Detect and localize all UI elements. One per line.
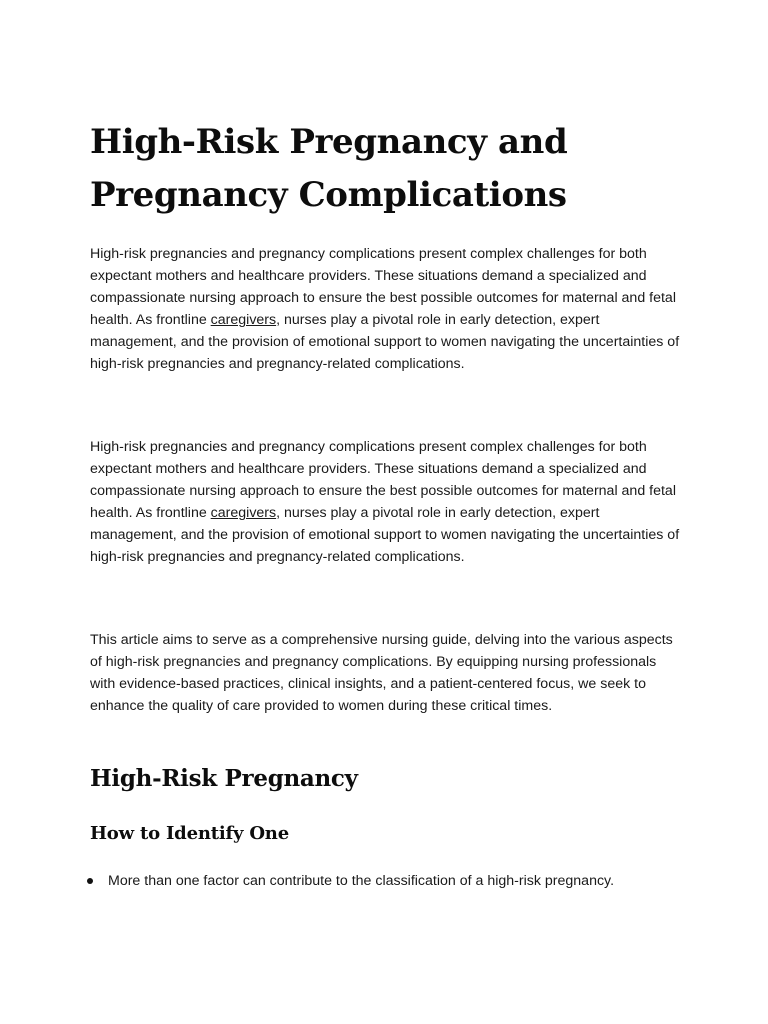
list-item [90, 870, 680, 892]
bullet-icon [87, 878, 93, 884]
bullet-list [90, 870, 680, 892]
section-heading: High-Risk Pregnancy [90, 765, 358, 792]
paragraph-text: , nurses play a pivotal role in early detection, expert management, and the provision of emotional support to women navigating the uncertainties of high-risk pregnancies and pregnancy-related complications. [90, 505, 680, 566]
document-title: High-Risk Pregnancy and Pregnancy Complications [90, 122, 568, 215]
subsection-heading: How to Identify One [90, 823, 289, 844]
intro-paragraph-1 [90, 243, 680, 376]
paragraph-text: High-risk pregnancies and pregnancy complications present complex challenges for both expectant mothers and healthcare providers. These situations demand a specialized and compassionate nursing approach to ensure the best possible outcomes for maternal and fetal health. As frontline [90, 439, 676, 522]
caregivers-link[interactable]: caregivers [210, 312, 277, 329]
paragraph-text: High-risk pregnancies and pregnancy complications present complex challenges for both expectant mothers and healthcare providers. These situations demand a specialized and compassionate nursing approach to ensure the best possible outcomes for maternal and fetal health. As frontline [90, 246, 676, 329]
list-item-text: More than one factor can contribute to the classification of a high-risk pregnancy. [108, 873, 615, 889]
caregivers-link[interactable]: caregivers [210, 505, 277, 522]
paragraph-text: , nurses play a pivotal role in early detection, expert management, and the provision of emotional support to women navigating the uncertainties of high-risk pregnancies and pregnancy-related complications. [90, 312, 680, 373]
intro-paragraph-2 [90, 436, 680, 569]
article-aim-paragraph: This article aims to serve as a comprehensive nursing guide, delving into the various aspects of high-risk pregnancies and pregnancy complications. By equipping nursing professionals with evidence-based practices, clinical insights, and a patient-centered focus, we seek to enhance the quality of care provided to women during these critical times. [90, 632, 673, 715]
